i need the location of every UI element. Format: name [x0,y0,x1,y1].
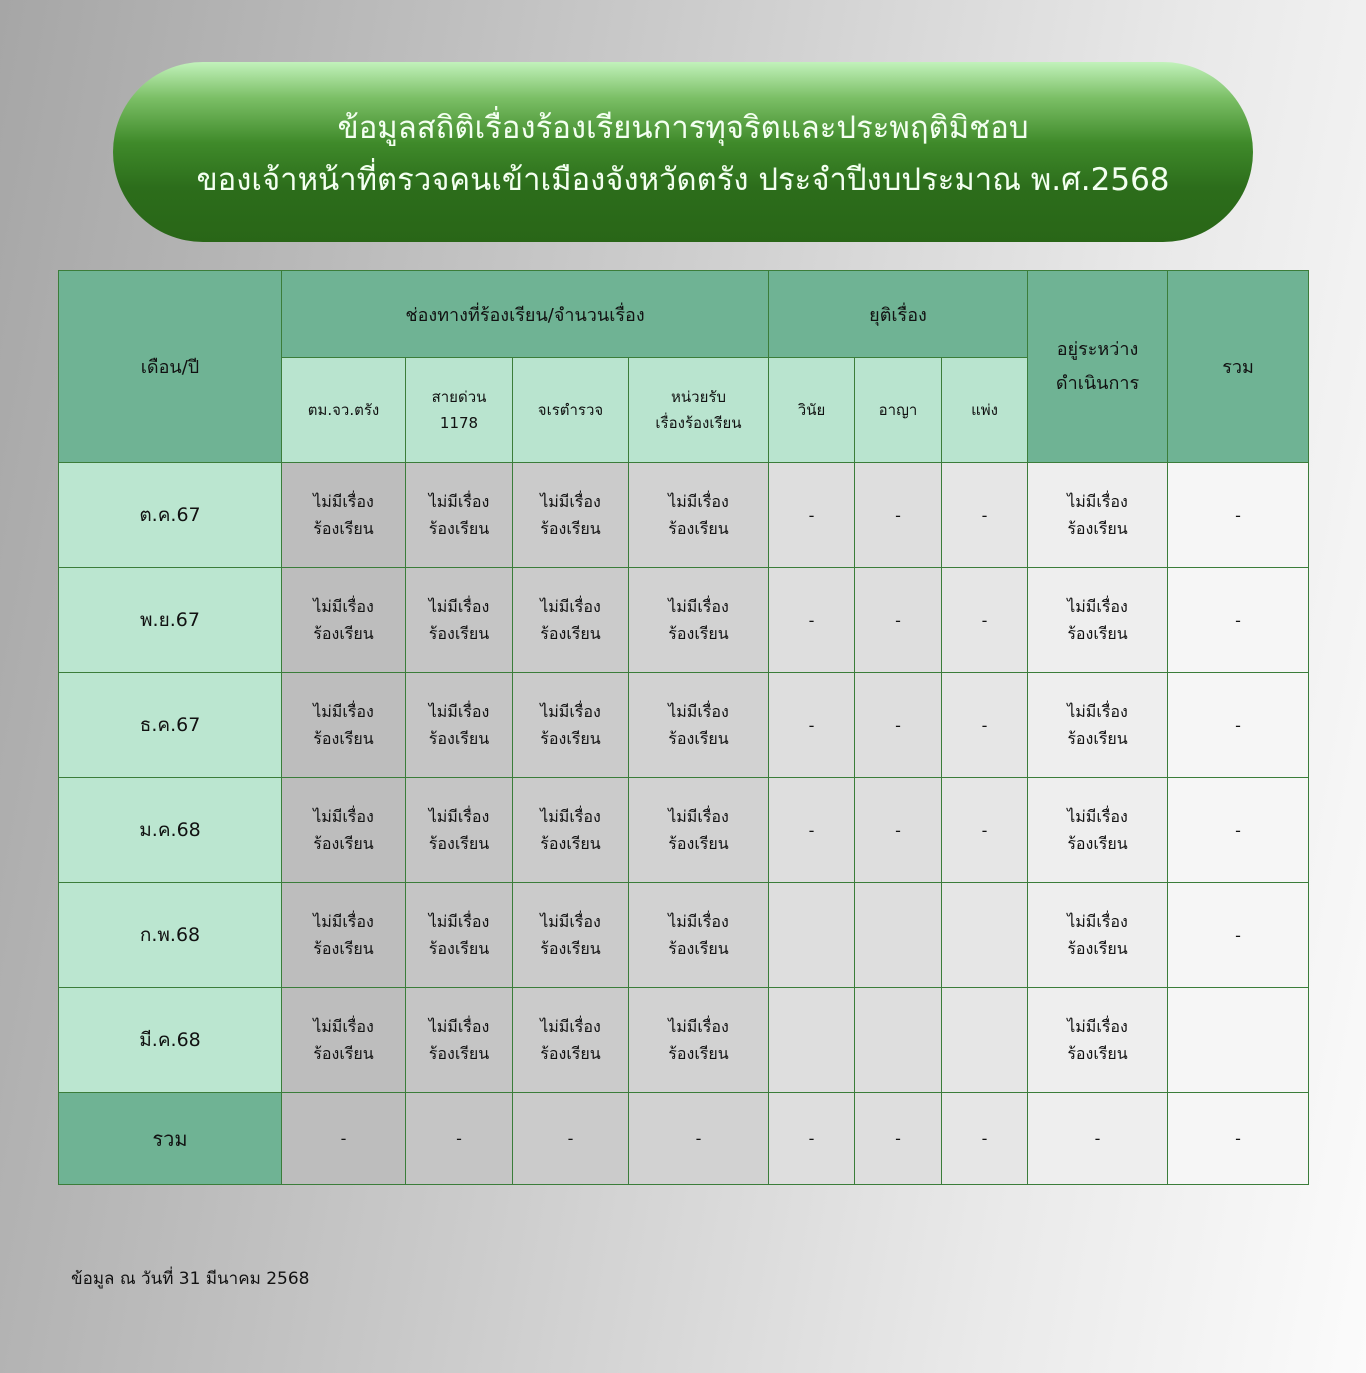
title-line-2: ของเจ้าหน้าที่ตรวจคนเข้าเมืองจังหวัดตรัง ประจำปีงบประมาณ พ.ศ.2568 [196,162,1170,198]
cell-line: ไม่มีเรื่อง [428,1017,490,1036]
channel-cell-ch3 [513,568,629,673]
header-resolved-civil: แพ่ง [942,358,1028,463]
cell-line: ร้องเรียน [313,834,374,853]
in-progress-cell [1028,988,1168,1093]
totals-value: - [1028,1093,1168,1185]
table-row [59,988,1309,1093]
cell-line: ร้องเรียน [540,519,601,538]
channel-cell-ch2 [406,673,513,778]
month-cell: พ.ย.67 [59,568,282,673]
channel-cell-ch4 [629,988,769,1093]
cell-line: ไม่มีเรื่อง [313,912,374,931]
totals-value: - [769,1093,855,1185]
table-row [59,883,1309,988]
cell-line: ไม่มีเรื่อง [668,597,729,616]
channel-cell-ch1 [282,568,406,673]
cell-line: ไม่มีเรื่อง [428,492,490,511]
cell-line: ไม่มีเรื่อง [668,492,729,511]
cell-line: ร้องเรียน [313,1044,374,1063]
channel-cell-ch1 [282,988,406,1093]
cell-line: ร้องเรียน [668,834,729,853]
cell-line: ร้องเรียน [428,624,490,643]
channel-cell-ch3 [513,778,629,883]
totals-row [59,1093,1309,1185]
cell-line: ไม่มีเรื่อง [540,597,601,616]
cell-line: ร้องเรียน [313,729,374,748]
header-resolved: ยุติเรื่อง [769,271,1028,358]
cell-line: ไม่มีเรื่อง [668,807,729,826]
channel-cell-ch3 [513,883,629,988]
header-hotline-line1: สายด่วน [431,388,487,406]
channel-cell-ch4 [629,568,769,673]
resolved-cell-r1 [769,988,855,1093]
header-complaint-unit-line2: เรื่องร้องเรียน [655,414,742,432]
resolved-cell-r2 [855,988,942,1093]
in-progress-cell [1028,568,1168,673]
table-row [59,568,1309,673]
cell-line: ร้องเรียน [1067,519,1128,538]
in-progress-cell [1028,463,1168,568]
cell-line: ร้องเรียน [668,624,729,643]
title-line-1: ข้อมูลสถิติเรื่องร้องเรียนการทุจริตและประพฤติมิชอบ [337,110,1029,146]
month-cell: ธ.ค.67 [59,673,282,778]
channel-cell-ch4 [629,463,769,568]
header-resolved-criminal: อาญา [855,358,942,463]
channel-cell-ch4 [629,673,769,778]
in-progress-cell [1028,883,1168,988]
resolved-cell-r2: - [855,463,942,568]
header-channel-trang-immigration: ตม.จว.ตรัง [282,358,406,463]
table-row [59,463,1309,568]
resolved-cell-r3 [942,988,1028,1093]
totals-value: - [942,1093,1028,1185]
channel-cell-ch1 [282,463,406,568]
complaint-statistics-table [58,270,1309,1185]
cell-line: ร้องเรียน [668,939,729,958]
total-cell: - [1168,568,1309,673]
title-banner [113,62,1253,242]
totals-value: - [629,1093,769,1185]
resolved-cell-r3: - [942,463,1028,568]
header-in-progress-line1: อยู่ระหว่าง [1056,338,1139,360]
total-cell: - [1168,463,1309,568]
header-channel-complaint-unit [629,358,769,463]
header-month: เดือน/ปี [59,271,282,463]
header-channel-inspector: จเรตำรวจ [513,358,629,463]
cell-line: ไม่มีเรื่อง [428,597,490,616]
totals-value: - [513,1093,629,1185]
cell-line: ไม่มีเรื่อง [540,702,601,721]
cell-line: ร้องเรียน [668,519,729,538]
totals-label: รวม [59,1093,282,1185]
cell-line: ไม่มีเรื่อง [668,1017,729,1036]
cell-line: ไม่มีเรื่อง [1067,702,1128,721]
cell-line: ไม่มีเรื่อง [428,912,490,931]
cell-line: ร้องเรียน [313,939,374,958]
month-cell: มี.ค.68 [59,988,282,1093]
channel-cell-ch2 [406,463,513,568]
channel-cell-ch4 [629,883,769,988]
cell-line: ร้องเรียน [540,939,601,958]
header-complaint-unit-line1: หน่วยรับ [671,388,726,406]
resolved-cell-r2: - [855,778,942,883]
month-cell: ต.ค.67 [59,463,282,568]
table-row [59,673,1309,778]
cell-line: ไม่มีเรื่อง [540,807,601,826]
cell-line: ไม่มีเรื่อง [540,1017,601,1036]
channel-cell-ch4 [629,778,769,883]
cell-line: ร้องเรียน [428,834,490,853]
cell-line: ร้องเรียน [668,1044,729,1063]
month-cell: ก.พ.68 [59,883,282,988]
resolved-cell-r3 [942,883,1028,988]
cell-line: ไม่มีเรื่อง [313,597,374,616]
resolved-cell-r1: - [769,673,855,778]
cell-line: ไม่มีเรื่อง [313,1017,374,1036]
data-as-of-note: ข้อมูล ณ วันที่ 31 มีนาคม 2568 [71,1269,310,1289]
channel-cell-ch1 [282,883,406,988]
cell-line: ร้องเรียน [428,729,490,748]
channel-cell-ch3 [513,988,629,1093]
channel-cell-ch2 [406,988,513,1093]
channel-cell-ch1 [282,778,406,883]
resolved-cell-r3: - [942,673,1028,778]
header-in-progress-line2: ดำเนินการ [1055,372,1140,394]
resolved-cell-r3: - [942,568,1028,673]
total-cell: - [1168,673,1309,778]
total-cell [1168,988,1309,1093]
cell-line: ร้องเรียน [313,519,374,538]
resolved-cell-r2: - [855,568,942,673]
total-cell: - [1168,883,1309,988]
channel-cell-ch3 [513,673,629,778]
totals-value: - [855,1093,942,1185]
channel-cell-ch3 [513,463,629,568]
cell-line: ร้องเรียน [668,729,729,748]
channel-cell-ch2 [406,883,513,988]
cell-line: ร้องเรียน [428,1044,490,1063]
cell-line: ร้องเรียน [540,1044,601,1063]
totals-value: - [282,1093,406,1185]
resolved-cell-r2: - [855,673,942,778]
cell-line: ไม่มีเรื่อง [313,807,374,826]
cell-line: ไม่มีเรื่อง [668,912,729,931]
cell-line: ไม่มีเรื่อง [540,492,601,511]
resolved-cell-r1: - [769,568,855,673]
in-progress-cell [1028,673,1168,778]
cell-line: ไม่มีเรื่อง [1067,1017,1128,1036]
resolved-cell-r3: - [942,778,1028,883]
cell-line: ไม่มีเรื่อง [1067,912,1128,931]
cell-line: ไม่มีเรื่อง [1067,597,1128,616]
header-resolved-discipline: วินัย [769,358,855,463]
cell-line: ร้องเรียน [428,519,490,538]
cell-line: ร้องเรียน [428,939,490,958]
cell-line: ร้องเรียน [540,834,601,853]
resolved-cell-r1 [769,883,855,988]
cell-line: ไม่มีเรื่อง [668,702,729,721]
cell-line: ร้องเรียน [1067,624,1128,643]
cell-line: ร้องเรียน [540,729,601,748]
channel-cell-ch2 [406,778,513,883]
totals-value: - [1168,1093,1309,1185]
table-row [59,778,1309,883]
cell-line: ไม่มีเรื่อง [1067,492,1128,511]
header-channel-hotline [406,358,513,463]
cell-line: ร้องเรียน [313,624,374,643]
total-cell: - [1168,778,1309,883]
cell-line: ไม่มีเรื่อง [428,702,490,721]
cell-line: ร้องเรียน [1067,729,1128,748]
cell-line: ไม่มีเรื่อง [313,702,374,721]
channel-cell-ch1 [282,673,406,778]
header-total: รวม [1168,271,1309,463]
resolved-cell-r2 [855,883,942,988]
month-cell: ม.ค.68 [59,778,282,883]
channel-cell-ch2 [406,568,513,673]
cell-line: ร้องเรียน [1067,939,1128,958]
in-progress-cell [1028,778,1168,883]
cell-line: ไม่มีเรื่อง [313,492,374,511]
totals-value: - [406,1093,513,1185]
cell-line: ร้องเรียน [540,624,601,643]
resolved-cell-r1: - [769,778,855,883]
cell-line: ร้องเรียน [1067,834,1128,853]
cell-line: ไม่มีเรื่อง [540,912,601,931]
cell-line: ร้องเรียน [1067,1044,1128,1063]
header-in-progress [1028,271,1168,463]
header-hotline-line2: 1178 [439,414,479,432]
resolved-cell-r1: - [769,463,855,568]
header-channels: ช่องทางที่ร้องเรียน/จำนวนเรื่อง [282,271,769,358]
cell-line: ไม่มีเรื่อง [428,807,490,826]
cell-line: ไม่มีเรื่อง [1067,807,1128,826]
